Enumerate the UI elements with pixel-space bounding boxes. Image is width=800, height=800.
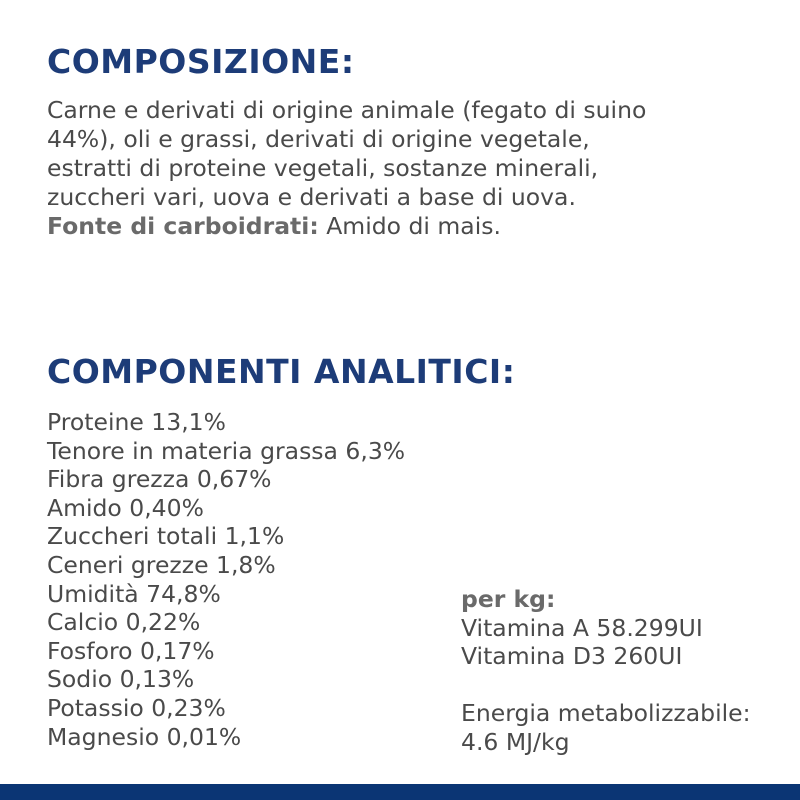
composition-line: 44%), oli e grassi, derivati di origine vegetale, <box>47 125 590 153</box>
carb-value: Amido di mais. <box>318 212 501 240</box>
composition-text <box>47 96 777 241</box>
list-item: Potassio 0,23% <box>47 693 226 722</box>
vitamin-item: Vitamina D3 260UI <box>461 642 683 671</box>
analytical-list <box>47 408 405 751</box>
vitamin-item: Vitamina A 58.299UI <box>461 613 703 642</box>
composition-line: estratti di proteine vegetali, sostanze minerali, <box>47 154 599 182</box>
list-item: Ceneri grezze 1,8% <box>47 550 276 579</box>
composition-line: Carne e derivati di origine animale (fegato di suino <box>47 96 647 124</box>
list-item: Sodio 0,13% <box>47 665 195 694</box>
list-item: Amido 0,40% <box>47 493 204 522</box>
list-item: Tenore in materia grassa 6,3% <box>47 436 406 465</box>
per-kg-label: per kg: <box>461 585 556 613</box>
list-item: Calcio 0,22% <box>47 608 201 637</box>
list-item: Fosforo 0,17% <box>47 636 215 665</box>
list-item: Umidità 74,8% <box>47 579 221 608</box>
list-item: Zuccheri totali 1,1% <box>47 522 285 551</box>
list-item: Proteine 13,1% <box>47 408 226 436</box>
composition-line: zuccheri vari, uova e derivati a base di uova. <box>47 183 576 211</box>
footer-bar <box>0 784 800 800</box>
per-kg-section <box>461 585 751 757</box>
composition-title: COMPOSIZIONE: <box>47 42 355 81</box>
energy-label: Energia metabolizzabile: <box>461 699 751 728</box>
list-item: Magnesio 0,01% <box>47 722 242 751</box>
analytical-title: COMPONENTI ANALITICI: <box>47 352 516 391</box>
list-item: Fibra grezza 0,67% <box>47 465 272 494</box>
carb-source <box>47 212 777 241</box>
carb-label: Fonte di carboidrati: <box>47 212 319 240</box>
energy-value: 4.6 MJ/kg <box>461 727 570 756</box>
